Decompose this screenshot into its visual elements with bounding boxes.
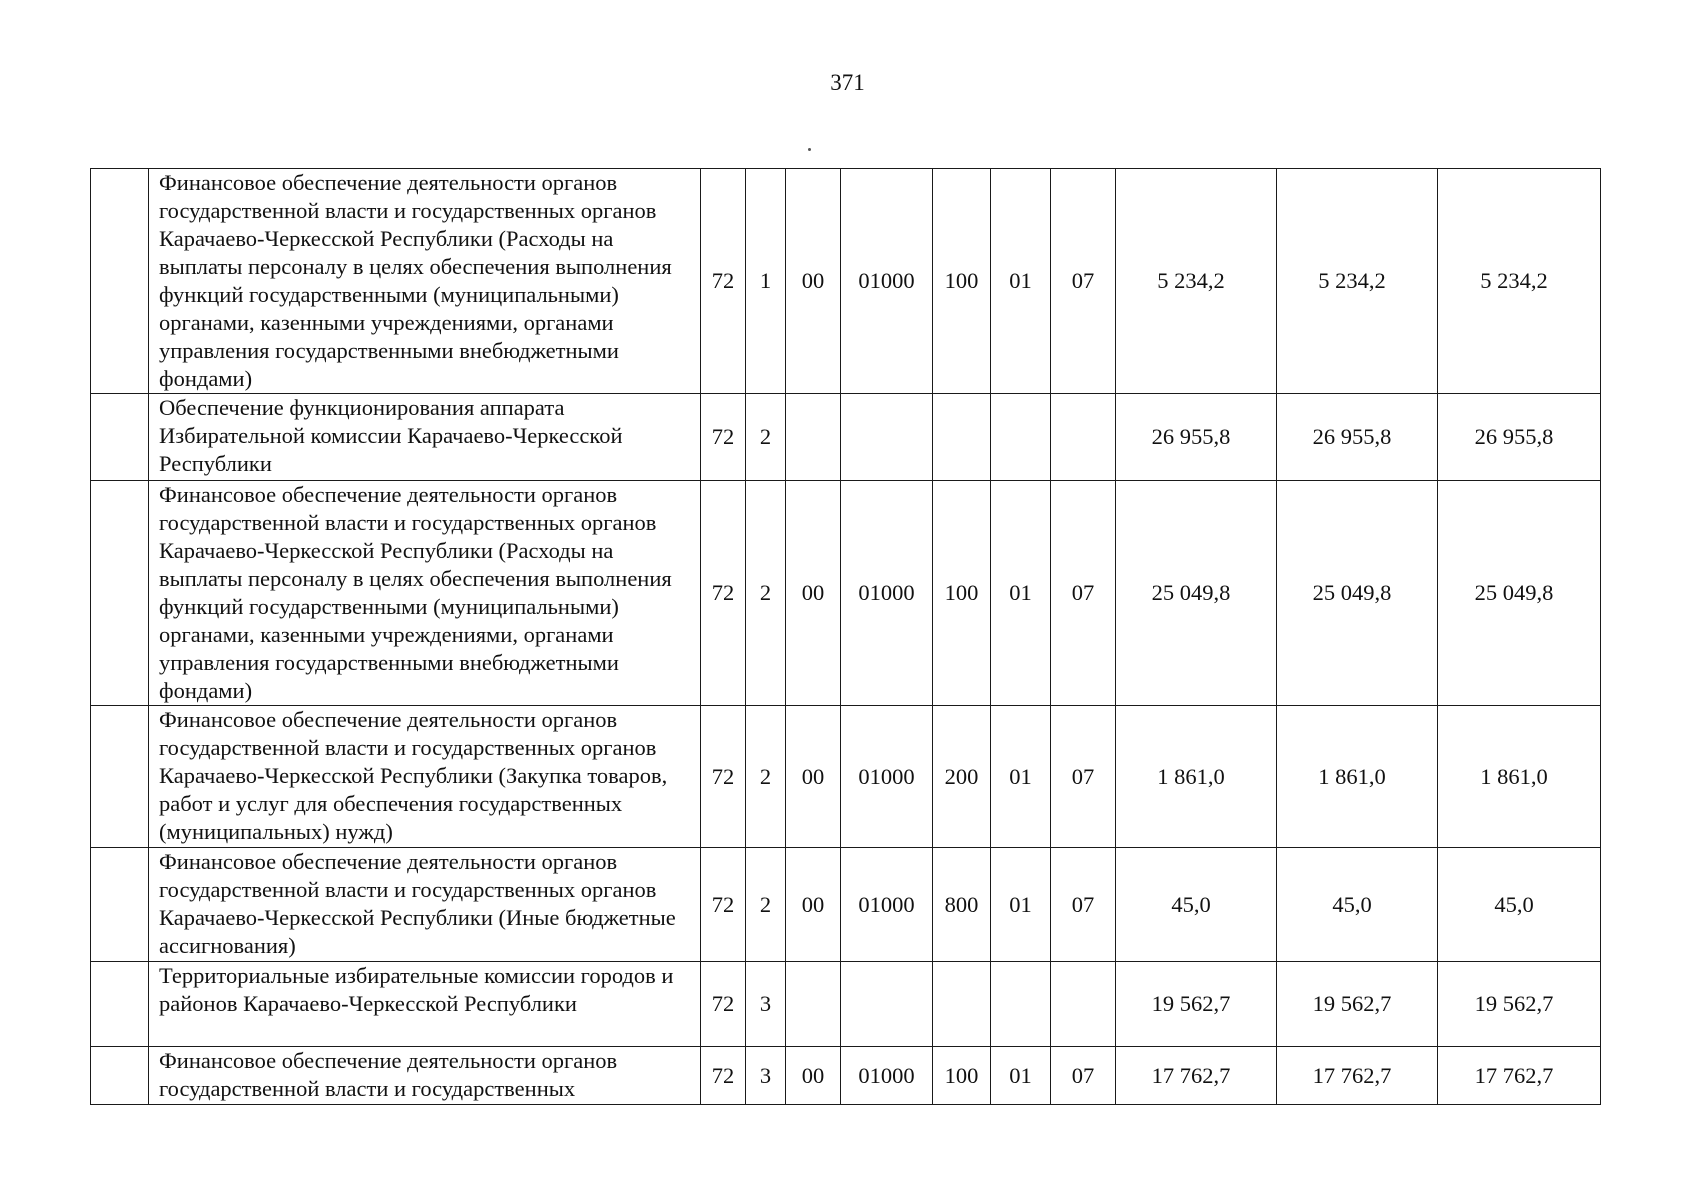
row-description: Финансовое обеспечение деятельности органов государственной власти и государственных органов Карачаево-Черкесской Республики (Иные бюджетные ассигнования) <box>149 848 701 962</box>
code-cell: 01 <box>991 1047 1051 1105</box>
amount-cell: 25 049,8 <box>1116 481 1277 706</box>
page-number: 371 <box>830 70 865 95</box>
code-cell: 00 <box>786 169 841 394</box>
amount-cell: 17 762,7 <box>1277 1047 1438 1105</box>
code-cell: 72 <box>701 706 746 848</box>
table-row <box>91 481 1601 706</box>
code-cell: 01 <box>991 706 1051 848</box>
row-description: Финансовое обеспечение деятельности органов государственной власти и государственных <box>149 1047 701 1105</box>
table-row <box>91 169 1601 394</box>
code-cell: 07 <box>1051 848 1116 962</box>
row-description: Территориальные избирательные комиссии городов и районов Карачаево-Черкесской Республики <box>149 962 701 1047</box>
code-cell: 01 <box>991 481 1051 706</box>
code-cell <box>991 394 1051 481</box>
code-cell: 01000 <box>841 481 933 706</box>
row-description: Обеспечение функционирования аппарата Избирательной комиссии Карачаево-Черкесской Республики <box>149 394 701 481</box>
code-cell: 07 <box>1051 481 1116 706</box>
row-number-cell <box>91 1047 149 1105</box>
code-cell: 2 <box>746 706 786 848</box>
amount-cell: 45,0 <box>1438 848 1601 962</box>
code-cell: 01000 <box>841 1047 933 1105</box>
code-cell: 00 <box>786 481 841 706</box>
code-cell: 00 <box>786 848 841 962</box>
code-cell <box>786 962 841 1047</box>
code-cell <box>1051 962 1116 1047</box>
row-description: Финансовое обеспечение деятельности органов государственной власти и государственных органов Карачаево-Черкесской Республики (Закупка товаров, работ и услуг для обеспечения государственных (муниципальных) нужд) <box>149 706 701 848</box>
amount-cell: 26 955,8 <box>1116 394 1277 481</box>
code-cell: 200 <box>933 706 991 848</box>
amount-cell: 1 861,0 <box>1438 706 1601 848</box>
amount-cell: 25 049,8 <box>1438 481 1601 706</box>
row-number-cell <box>91 706 149 848</box>
code-cell: 100 <box>933 169 991 394</box>
row-number-cell <box>91 169 149 394</box>
code-cell: 72 <box>701 1047 746 1105</box>
amount-cell: 5 234,2 <box>1116 169 1277 394</box>
code-cell: 00 <box>786 1047 841 1105</box>
amount-cell: 45,0 <box>1116 848 1277 962</box>
budget-table <box>90 168 1601 1105</box>
row-description: Финансовое обеспечение деятельности органов государственной власти и государственных органов Карачаево-Черкесской Республики (Расходы на выплаты персоналу в целях обеспечения выполнения функций государственными (муниципальными) органами, казенными учреждениями, органами управления государственными внебюджетными фондами) <box>149 169 701 394</box>
code-cell: 01000 <box>841 169 933 394</box>
code-cell: 01000 <box>841 848 933 962</box>
code-cell <box>786 394 841 481</box>
code-cell: 72 <box>701 481 746 706</box>
amount-cell: 26 955,8 <box>1438 394 1601 481</box>
row-number-cell <box>91 848 149 962</box>
code-cell: 01 <box>991 848 1051 962</box>
code-cell: 07 <box>1051 1047 1116 1105</box>
code-cell: 1 <box>746 169 786 394</box>
code-cell <box>841 394 933 481</box>
code-cell: 01 <box>991 169 1051 394</box>
code-cell: 07 <box>1051 169 1116 394</box>
code-cell: 3 <box>746 962 786 1047</box>
code-cell: 2 <box>746 394 786 481</box>
code-cell: 01000 <box>841 706 933 848</box>
amount-cell: 26 955,8 <box>1277 394 1438 481</box>
code-cell: 00 <box>786 706 841 848</box>
code-cell: 72 <box>701 394 746 481</box>
row-description: Финансовое обеспечение деятельности органов государственной власти и государственных органов Карачаево-Черкесской Республики (Расходы на выплаты персоналу в целях обеспечения выполнения функций государственными (муниципальными) органами, казенными учреждениями, органами управления государственными внебюджетными фондами) <box>149 481 701 706</box>
amount-cell: 19 562,7 <box>1116 962 1277 1047</box>
code-cell: 07 <box>1051 706 1116 848</box>
code-cell <box>841 962 933 1047</box>
table-row <box>91 962 1601 1047</box>
code-cell: 72 <box>701 169 746 394</box>
row-number-cell <box>91 962 149 1047</box>
code-cell: 72 <box>701 848 746 962</box>
amount-cell: 17 762,7 <box>1116 1047 1277 1105</box>
amount-cell: 45,0 <box>1277 848 1438 962</box>
code-cell <box>933 394 991 481</box>
amount-cell: 1 861,0 <box>1277 706 1438 848</box>
amount-cell: 17 762,7 <box>1438 1047 1601 1105</box>
amount-cell: 5 234,2 <box>1438 169 1601 394</box>
code-cell <box>933 962 991 1047</box>
amount-cell: 1 861,0 <box>1116 706 1277 848</box>
amount-cell: 25 049,8 <box>1277 481 1438 706</box>
scan-artifact <box>808 148 811 151</box>
code-cell: 100 <box>933 1047 991 1105</box>
code-cell: 2 <box>746 848 786 962</box>
code-cell: 72 <box>701 962 746 1047</box>
code-cell: 3 <box>746 1047 786 1105</box>
code-cell: 100 <box>933 481 991 706</box>
amount-cell: 5 234,2 <box>1277 169 1438 394</box>
row-number-cell <box>91 481 149 706</box>
code-cell: 2 <box>746 481 786 706</box>
code-cell: 800 <box>933 848 991 962</box>
table-row <box>91 394 1601 481</box>
table-row <box>91 706 1601 848</box>
code-cell <box>1051 394 1116 481</box>
row-number-cell <box>91 394 149 481</box>
code-cell <box>991 962 1051 1047</box>
table-row <box>91 848 1601 962</box>
table-row <box>91 1047 1601 1105</box>
amount-cell: 19 562,7 <box>1438 962 1601 1047</box>
amount-cell: 19 562,7 <box>1277 962 1438 1047</box>
